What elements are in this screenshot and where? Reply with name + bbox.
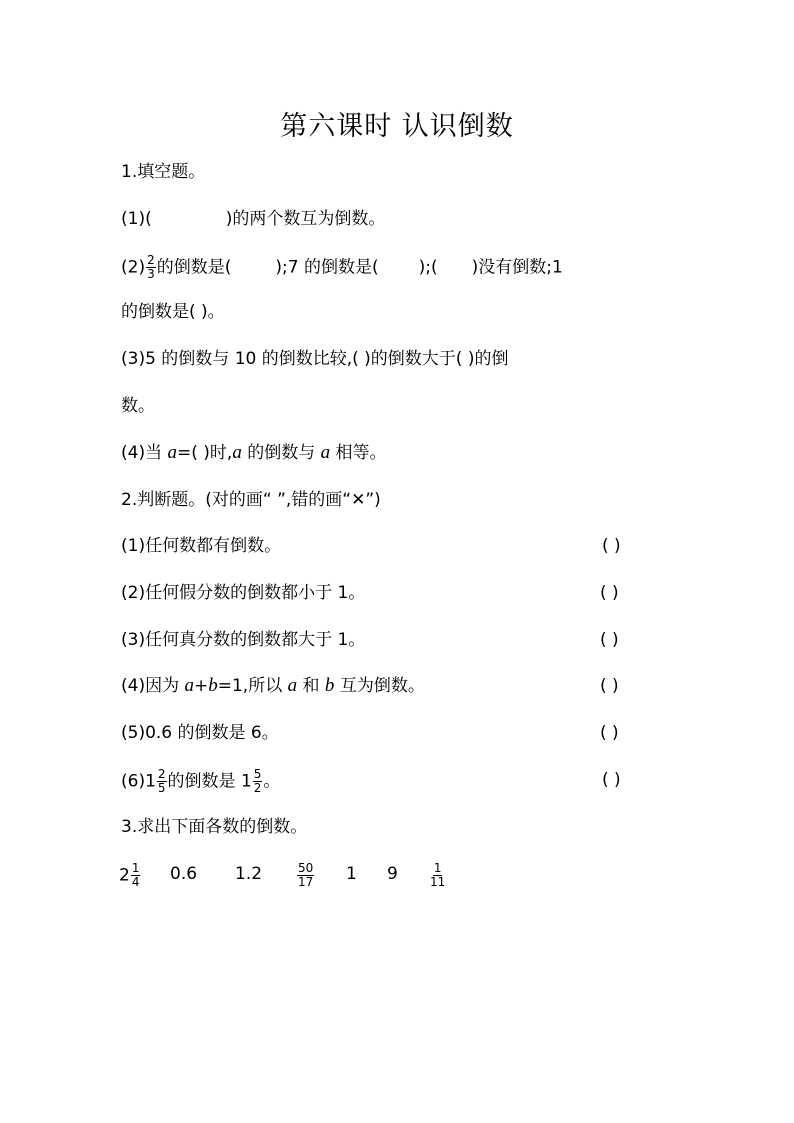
s1-question-3: (3)5 的倒数与 10 的倒数比较,( )的倒数大于( )的倒 (121, 349, 509, 369)
s2-question-1: (1)任何数都有倒数。 (121, 536, 282, 556)
answer-paren[interactable]: ( ) (600, 676, 619, 696)
frac-numerator: 2 (157, 767, 166, 781)
s1q4-text-b: =( )时, (176, 443, 233, 463)
section2-heading: 2.判断题。(对的画“ ”,错的画“✕”) (121, 490, 381, 510)
var-a: a (184, 675, 194, 696)
s1-question-2-cont: 的倒数是( )。 (121, 302, 225, 322)
answer-paren[interactable]: ( ) (602, 536, 621, 556)
s1q1-text-a: (1)( (121, 209, 152, 229)
s2q6-text-a: (6)1 (121, 771, 156, 792)
s1q4-text-d: 相等。 (330, 443, 387, 463)
number-item-1 (119, 862, 141, 889)
section1-heading: 1.填空题。 (121, 162, 206, 182)
fraction-fifty-seventeenths (297, 862, 314, 889)
s2q4-text-eq: =1,所以 (217, 676, 288, 696)
s2q6-text-c: 。 (263, 771, 281, 792)
answer-paren[interactable]: ( ) (602, 770, 621, 790)
frac-denominator: 5 (157, 781, 166, 795)
frac-numerator: 1 (131, 861, 140, 875)
var-a: a (287, 675, 298, 696)
s1-question-1 (121, 207, 385, 231)
fraction-two-fifths (157, 768, 167, 795)
s1-question-3-cont: 数。 (121, 396, 155, 416)
frac-denominator: 11 (430, 875, 446, 889)
var-a: a (320, 442, 331, 463)
number-item-6: 9 (387, 864, 398, 884)
s1q2-text-b: );7 的倒数是( (275, 257, 379, 278)
s1q2-text-d: )没有倒数;1 (471, 257, 563, 278)
fraction-one-quarter (131, 862, 141, 889)
s1q4-text-a: (4)当 (121, 443, 168, 463)
frac-numerator: 50 (298, 861, 314, 875)
s1q2-text-c: );( (418, 257, 438, 278)
mixed-whole: 2 (119, 865, 130, 886)
frac-denominator: 2 (253, 781, 262, 795)
var-a: a (232, 442, 242, 463)
answer-paren[interactable]: ( ) (600, 630, 619, 650)
answer-paren[interactable]: ( ) (600, 583, 619, 603)
frac-denominator: 4 (131, 875, 140, 889)
section3-heading: 3.求出下面各数的倒数。 (121, 817, 308, 837)
frac-denominator: 17 (298, 875, 314, 889)
number-item-2: 0.6 (170, 864, 198, 884)
fraction-five-halves (253, 768, 263, 795)
frac-numerator: 5 (253, 767, 262, 781)
number-item-7 (428, 862, 447, 889)
s2-question-2: (2)任何假分数的倒数都小于 1。 (121, 583, 366, 603)
s1q2-text-a: 的倒数是( (156, 257, 232, 278)
number-item-5: 1 (346, 864, 357, 884)
frac-numerator: 2 (147, 253, 155, 267)
plus-sign: + (193, 676, 209, 696)
s2-question-3: (3)任何真分数的倒数都大于 1。 (121, 630, 366, 650)
s2-question-4 (121, 674, 425, 698)
s2q6-text-b: 的倒数是 1 (167, 771, 252, 792)
page-title: 第六课时 认识倒数 (280, 111, 514, 142)
s2q4-text-c: 和 (297, 676, 325, 696)
s1q1-text-b: )的两个数互为倒数。 (225, 209, 386, 229)
s2-question-6 (121, 768, 280, 795)
s1q2-label: (2) (121, 257, 146, 278)
s2-question-5: (5)0.6 的倒数是 6。 (121, 723, 279, 743)
fraction-one-eleventh (429, 862, 446, 889)
fraction-two-thirds (146, 254, 156, 281)
number-item-4 (296, 862, 315, 889)
s2q4-text-d: 互为倒数。 (334, 676, 425, 696)
s1-question-4 (121, 441, 387, 465)
frac-numerator: 1 (433, 861, 442, 875)
number-item-3: 1.2 (235, 864, 263, 884)
var-b: b (324, 675, 335, 696)
answer-paren[interactable]: ( ) (600, 723, 619, 743)
var-a: a (167, 442, 177, 463)
s2q4-text-a: (4)因为 (121, 676, 185, 696)
var-b: b (208, 675, 218, 696)
s1q4-text-c: 的倒数与 (241, 443, 321, 463)
s1-question-2 (121, 254, 563, 281)
frac-denominator: 3 (147, 267, 155, 281)
